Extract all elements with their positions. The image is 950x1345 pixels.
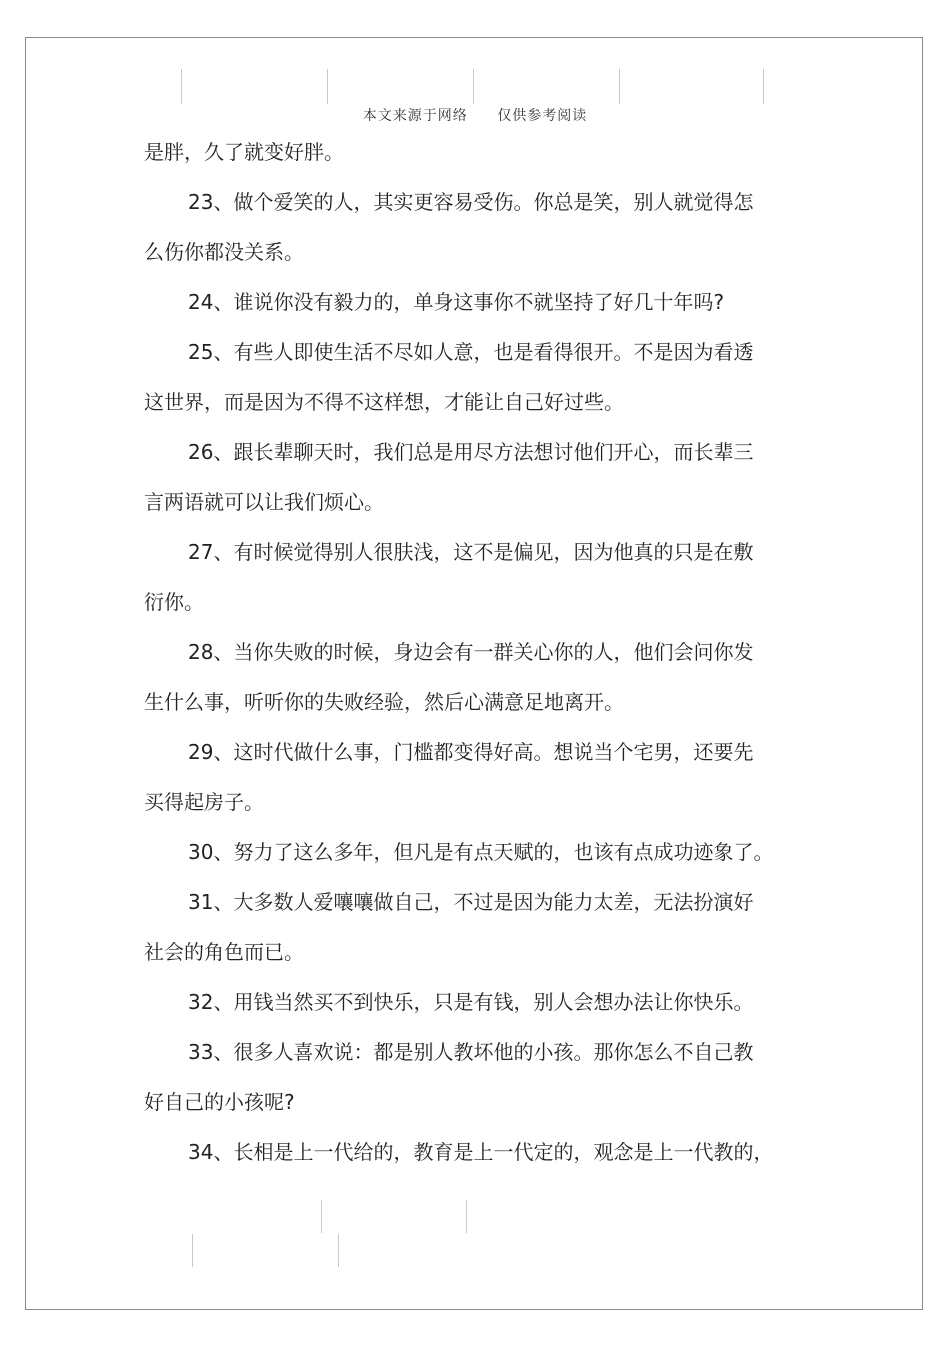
text-line: 言两语就可以让我们烦心。 [144,490,384,514]
text-line: 30、努力了这么多年，但凡是有点天赋的，也该有点成功迹象了。 [188,840,774,864]
text-line: 生什么事，听听你的失败经验，然后心满意足地离开。 [144,690,624,714]
text-line: 32、用钱当然买不到快乐，只是有钱，别人会想办法让你快乐。 [188,990,754,1014]
top-tick-mark [327,69,328,104]
top-tick-mark [473,69,474,104]
top-tick-mark [181,69,182,104]
text-line: 好自己的小孩呢? [144,1090,295,1114]
page-header [0,105,950,125]
text-line: 买得起房子。 [144,790,264,814]
text-line: 28、当你失败的时候，身边会有一群关心你的人，他们会问你发 [188,640,754,664]
text-line: 社会的角色而已。 [144,940,304,964]
text-line: 34、长相是上一代给的，教育是上一代定的，观念是上一代教的， [188,1140,774,1164]
header-reference-note: 仅供参考阅读 [497,108,588,124]
text-line: 25、有些人即使生活不尽如人意，也是看得很开。不是因为看透 [188,340,754,364]
text-line: 24、谁说你没有毅力的，单身这事你不就坚持了好几十年吗? [188,290,725,314]
top-tick-mark [619,69,620,104]
text-line: 么伤你都没关系。 [144,240,304,264]
text-line: 31、大多数人爱嚷嚷做自己，不过是因为能力太差，无法扮演好 [188,890,754,914]
text-line: 是胖，久了就变好胖。 [144,140,344,164]
bottom-tick-mark [321,1200,322,1233]
text-line: 这世界，而是因为不得不这样想，才能让自己好过些。 [144,390,624,414]
text-line: 26、跟长辈聊天时，我们总是用尽方法想讨他们开心，而长辈三 [188,440,754,464]
top-tick-mark [763,69,764,104]
bottom-tick-mark [466,1200,467,1233]
bottom-tick-mark [192,1234,193,1267]
bottom-tick-mark [338,1234,339,1267]
body-text [144,127,794,1177]
text-line: 29、这时代做什么事，门槛都变得好高。想说当个宅男，还要先 [188,740,754,764]
text-line: 27、有时候觉得别人很肤浅，这不是偏见，因为他真的只是在敷 [188,540,754,564]
text-line: 23、做个爱笑的人，其实更容易受伤。你总是笑，别人就觉得怎 [188,190,754,214]
header-source-note: 本文来源于网络 [362,108,468,124]
text-line: 衍你。 [144,590,204,614]
text-line: 33、很多人喜欢说：都是别人教坏他的小孩。那你怎么不自己教 [188,1040,754,1064]
